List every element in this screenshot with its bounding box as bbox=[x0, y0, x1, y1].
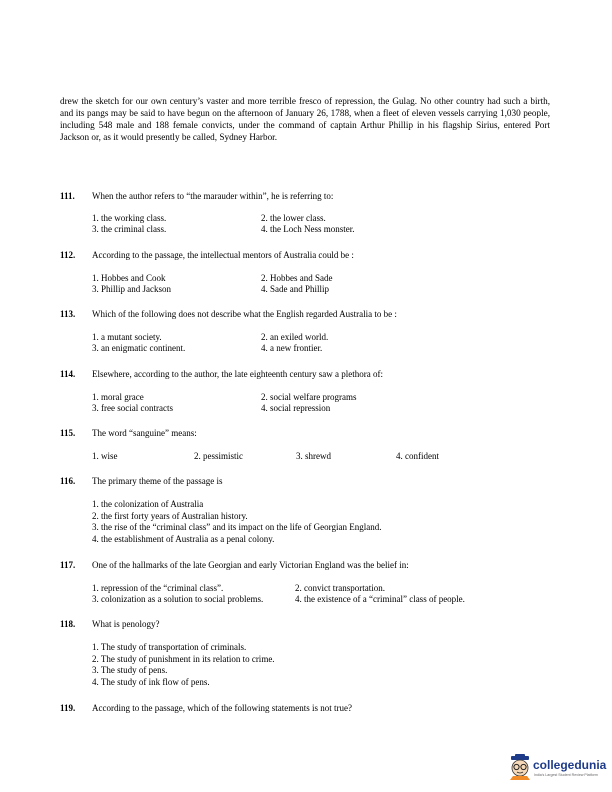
option: 1. wise bbox=[92, 451, 118, 461]
option: 1. the working class. bbox=[92, 213, 167, 223]
passage-line: drew the sketch for our own century’s vaster and more terrible fresco of repression, the Gulag. No other bbox=[60, 96, 454, 106]
option: 1. Hobbes and Cook bbox=[92, 273, 166, 283]
option: 4. confident bbox=[396, 451, 439, 461]
option: 3. the criminal class. bbox=[92, 224, 167, 234]
question-text: What is penology? bbox=[92, 619, 160, 629]
question-number: 116. bbox=[60, 476, 76, 486]
option: 1. The study of transportation of criminals. bbox=[92, 642, 247, 652]
question-text: One of the hallmarks of the late Georgian and early Victorian England was the belief in: bbox=[92, 560, 409, 570]
option: 2. social welfare programs bbox=[261, 392, 357, 402]
mascot-icon bbox=[508, 754, 532, 780]
option: 4. the Loch Ness monster. bbox=[261, 224, 355, 234]
option: 4. the existence of a “criminal” class of people. bbox=[295, 594, 465, 604]
passage-line: when a fleet of eleven vessels carrying 1,030 people, including 548 male and 188 female convicts, bbox=[60, 108, 550, 131]
collegedunia-logo bbox=[508, 754, 608, 786]
logo-tagline: India's Largest Student Review Platform bbox=[534, 773, 598, 777]
passage-line: under the command of captain Arthur Phillip in his flagship Sirius, entered Port Jackson or, as it would bbox=[60, 120, 551, 143]
option: 4. social repression bbox=[261, 403, 331, 413]
option: 2. the lower class. bbox=[261, 213, 326, 223]
passage-line: presently be called, Sydney Harbor. bbox=[145, 132, 278, 143]
logo-name: collegedunia bbox=[533, 758, 607, 772]
option: 2. The study of punishment in its relation to crime. bbox=[92, 653, 275, 664]
question-text: Which of the following does not describe what the English regarded Australia to be : bbox=[92, 309, 397, 319]
option: 1. moral grace bbox=[92, 392, 144, 402]
option: 3. The study of pens. bbox=[92, 665, 168, 675]
option: 1. the colonization of Australia bbox=[92, 499, 204, 509]
question-text: The primary theme of the passage is bbox=[92, 476, 223, 486]
option: 1. repression of the “criminal class”. bbox=[92, 583, 224, 593]
question-number: 113. bbox=[60, 309, 76, 319]
option: 4. the establishment of Australia as a penal colony. bbox=[92, 533, 275, 544]
option: 2. an exiled world. bbox=[261, 332, 329, 342]
question-text: When the author refers to “the marauder within”, he is referring to: bbox=[92, 191, 334, 201]
question-text: The word “sanguine” means: bbox=[92, 428, 197, 438]
passage-line: country had such a birth, and its pangs may be said to have begun on the afternoon of January 26, 1788, bbox=[60, 96, 551, 119]
question-number: 112. bbox=[60, 250, 76, 260]
question-text: According to the passage, which of the following statements is not true? bbox=[92, 703, 352, 713]
question-number: 111. bbox=[60, 191, 75, 201]
option: 4. a new frontier. bbox=[261, 343, 323, 353]
option: 2. pessimistic bbox=[194, 451, 243, 461]
question-text: Elsewhere, according to the author, the late eighteenth century saw a plethora of: bbox=[92, 369, 384, 379]
question-text: According to the passage, the intellectual mentors of Australia could be : bbox=[92, 250, 354, 260]
question-number: 114. bbox=[60, 369, 76, 379]
question-number: 119. bbox=[60, 703, 76, 713]
option: 2. the first forty years of Australian history. bbox=[92, 510, 248, 521]
option: 3. shrewd bbox=[296, 451, 331, 461]
option: 3. free social contracts bbox=[92, 403, 173, 413]
question-number: 117. bbox=[60, 560, 76, 570]
option: 3. the rise of the “criminal class” and its impact on the life of Georgian England. bbox=[92, 522, 382, 532]
option: 4. Sade and Phillip bbox=[261, 284, 329, 294]
question-number: 118. bbox=[60, 619, 76, 629]
option: 3. Phillip and Jackson bbox=[92, 284, 171, 294]
option: 1. a mutant society. bbox=[92, 332, 162, 342]
passage-text bbox=[60, 95, 550, 143]
option: 3. an enigmatic continent. bbox=[92, 343, 186, 353]
question-number: 115. bbox=[60, 428, 76, 438]
option: 3. colonization as a solution to social problems. bbox=[92, 594, 264, 604]
option: 4. The study of ink flow of pens. bbox=[92, 676, 210, 687]
option: 2. convict transportation. bbox=[295, 583, 385, 593]
option: 2. Hobbes and Sade bbox=[261, 273, 333, 283]
